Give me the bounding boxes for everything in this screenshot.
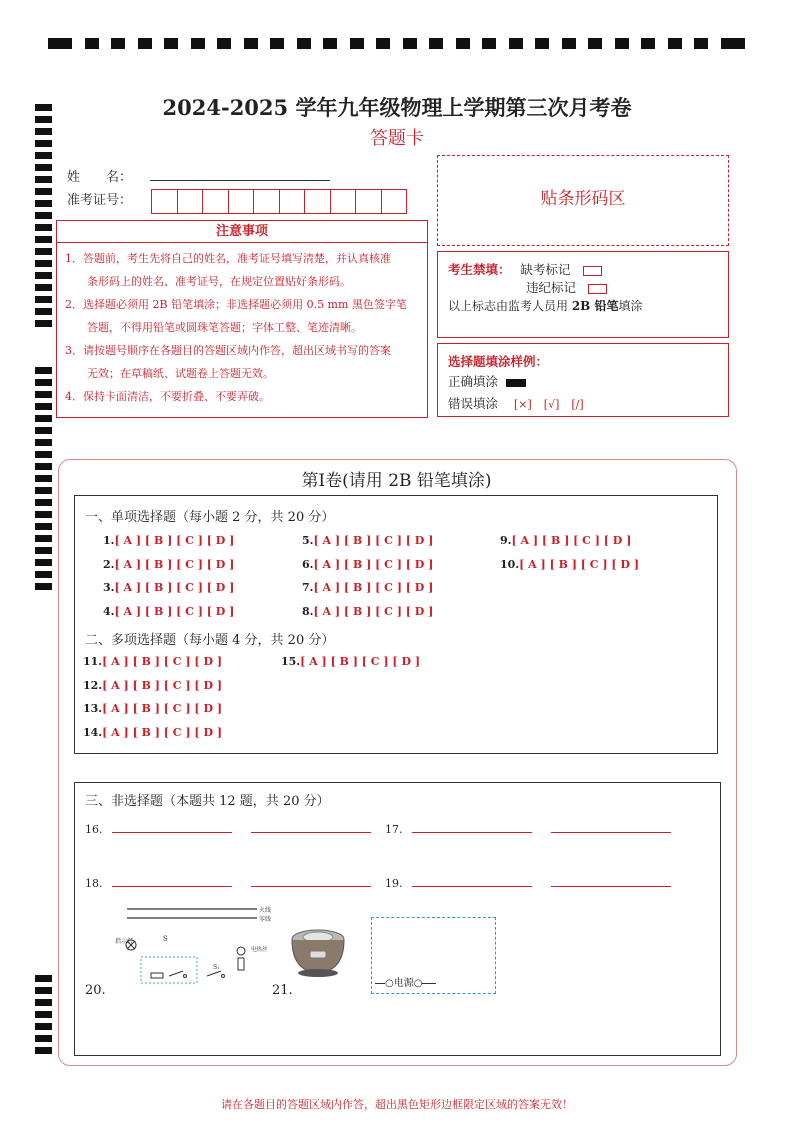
timing-mark [35,367,52,374]
timing-mark [562,38,576,49]
footer-warning: 请在各题目的答题区域内作答，超出黑色矩形边框限定区域的答案无效！ [221,1098,573,1111]
timing-mark [35,999,52,1006]
wrong-label: 错误填涂 [448,396,499,411]
timing-mark [641,38,655,49]
single-col-2: 5.[ A ] [ B ] [ C ] [ D ] 6.[ A ] [ B ] [ C ] [ D ] 7.[ A ] [ B ] [ C ] [ D ] 8.[ A ] [ B ] [ C ] [ D ] [302,534,434,618]
timing-mark [111,38,125,49]
timing-mark [35,248,52,255]
answer-options[interactable]: [ A ] [ B ] [ C ] [ D ] [102,702,223,715]
timing-mark [35,379,52,386]
q21-number: 21. [272,983,293,998]
timing-mark [35,439,52,446]
timing-mark [244,38,258,49]
notice-line: 3．请按题号顺序在各题目的答题区域内作答，超出区域书写的答案 [65,344,391,357]
sample-heading: 选择题填涂样例： [448,354,549,369]
q16-number: 16. [85,823,103,836]
timing-mark [35,451,52,458]
answer-options[interactable]: [ A ] [ B ] [ C ] [ D ] [102,725,223,739]
timing-mark [35,427,52,434]
rice-cooker-image [288,921,348,981]
name-label: 姓 名： [67,170,133,185]
absent-label: 缺考标记 [520,262,571,277]
timing-mark [535,38,549,49]
timing-mark [350,38,364,49]
q20-number: 20. [85,983,106,998]
choice-box [74,495,718,754]
timing-mark [482,38,496,49]
q17-number: 17. [385,823,403,836]
timing-mark [35,188,52,195]
answer-blank[interactable] [112,886,232,887]
notice-box [56,220,428,418]
timing-mark [456,38,470,49]
timing-mark [48,38,72,49]
answer-blank[interactable] [112,832,232,833]
answer-options[interactable]: [ A ] [ B ] [ C ] [ D ] [313,557,434,571]
power-label: 电源 [393,978,414,989]
timing-mark [35,987,52,994]
timing-mark [35,1035,52,1042]
q18-number: 18. [85,877,103,890]
timing-mark [376,38,390,49]
answer-options[interactable]: [ A ] [ B ] [ C ] [ D ] [114,604,235,618]
multi-col-2: 15.[ A ] [ B ] [ C ] [ D ] [281,655,421,668]
timing-mark [35,523,52,530]
timing-mark [35,308,52,315]
absent-mark[interactable] [583,266,602,276]
correct-label: 正确填涂 [448,374,499,389]
timing-mark [35,1047,52,1054]
timing-mark [35,296,52,303]
answer-options[interactable]: [ A ] [ B ] [ C ] [ D ] [114,557,235,571]
timing-mark [35,152,52,159]
q19-number: 19. [385,877,403,890]
id-label: 准考证号： [67,193,133,208]
live-wire-label: 火线 [259,907,272,914]
violation-label: 违纪标记 [526,280,577,295]
answer-options[interactable]: [ A ] [ B ] [ C ] [ D ] [114,534,235,547]
forbid-label: 考生禁填： [448,262,511,277]
timing-mark [35,547,52,554]
answer-options[interactable]: [ A ] [ B ] [ C ] [ D ] [102,678,223,692]
power-source: ○电源○ [375,974,436,989]
timing-mark [35,284,52,291]
q18-row [85,877,371,890]
timing-mark [35,511,52,518]
timing-mark [35,391,52,398]
id-number-boxes[interactable] [152,189,407,214]
timing-mark [35,475,52,482]
answer-options[interactable]: [ A ] [ B ] [ C ] [ D ] [313,534,434,547]
answer-blank[interactable] [251,832,371,833]
timing-mark [35,260,52,267]
q16-row [85,823,371,836]
timing-mark [403,38,417,49]
wrong-mark: [×] [514,398,532,411]
q19-row [385,877,671,890]
multi-col-1: 11.[ A ] [ B ] [ C ] [ D ] 12.[ A ] [ B ] [ C ] [ D ] 13.[ A ] [ B ] [ C ] [ D ] 14.[ A ] [ B ] [ C ] [ D ] [83,655,223,739]
timing-mark [35,224,52,231]
timing-mark [35,535,52,542]
non-choice-box [74,782,721,1056]
timing-mark [35,403,52,410]
timing-mark [35,320,52,327]
timing-mark [85,38,99,49]
name-field[interactable] [150,180,330,181]
answer-options[interactable]: [ A ] [ B ] [ C ] [ D ] [313,581,434,594]
timing-mark [35,164,52,171]
timing-mark [35,487,52,494]
answer-options[interactable]: [ A ] [ B ] [ C ] [ D ] [313,604,434,618]
exam-subtitle: 答题卡 [370,128,424,149]
wrong-mark: [/] [571,398,584,411]
answer-options[interactable]: [ A ] [ B ] [ C ] [ D ] [300,655,421,668]
answer-options[interactable]: [ A ] [ B ] [ C ] [ D ] [511,534,632,547]
timing-mark [35,176,52,183]
answer-options[interactable]: [ A ] [ B ] [ C ] [ D ] [114,581,235,594]
timing-mark [164,38,178,49]
timing-mark [35,415,52,422]
timing-mark [35,236,52,243]
answer-blank[interactable] [251,886,371,887]
name-row [67,166,330,185]
timing-bar-top [48,38,746,51]
timing-mark [35,559,52,566]
timing-mark [323,38,337,49]
timing-mark [297,38,311,49]
timing-mark [270,38,284,49]
timing-mark [217,38,231,49]
single-choice-heading: 一、单项选择题（每小题 2 分，共 20 分） [85,510,335,525]
answer-blank[interactable] [551,832,671,833]
lamp-label: 指示灯 [115,938,134,945]
timing-marks-left-3 [35,975,53,1059]
single-col-3: 9.[ A ] [ B ] [ C ] [ D ] 10.[ A ] [ B ] [ C ] [ D ] [500,534,640,571]
answer-options[interactable]: [ A ] [ B ] [ C ] [ D ] [519,557,640,571]
part1-title: 第Ⅰ卷(请用 2B 铅笔填涂) [301,471,492,491]
switch-s1-label: S₁ [213,964,220,971]
violation-mark[interactable] [588,284,607,294]
answer-blank[interactable] [551,886,671,887]
fill-sample-box [437,343,729,417]
notice-heading: 注意事项 [57,221,427,243]
notice-line: 4．保持卡面清洁，不要折叠、不要弄破。 [65,390,270,403]
notice-line: 条形码上的姓名、准考证号，在规定位置贴好条形码。 [65,275,351,288]
forbid-note-pre: 以上标志由监考人员用 [448,299,572,313]
notice-line: 1．答题前，考生先将自己的姓名，准考证号填写清楚，并认真核准 [65,252,391,265]
barcode-area: 贴条形码区 [437,155,729,246]
timing-mark [35,272,52,279]
wrong-mark: [√] [543,398,560,411]
timing-mark [721,38,745,49]
timing-mark [35,212,52,219]
timing-mark [35,463,52,470]
drawing-area[interactable] [371,917,496,994]
notice-line: 2．选择题必须用 2B 铅笔填涂；非选择题必须用 0.5 mm 黑色签字笔 [65,298,407,311]
exam-title: 2024-2025 学年九年级物理上学期第三次月考卷 [162,95,632,120]
multi-choice-heading: 二、多项选择题（每小题 4 分，共 20 分） [85,633,335,648]
correct-fill-mark [506,379,526,387]
single-col-1: 1.[ A ] [ B ] [ C ] [ D ] 2.[ A ] [ B ] [ C ] [ D ] 3.[ A ] [ B ] [ C ] [ D ] 4.[ A ] [ B ] [ C ] [ D ] [103,534,235,618]
non-choice-heading: 三、非选择题（本题共 12 题，共 20 分） [85,794,330,809]
timing-mark [35,1023,52,1030]
timing-mark [35,200,52,207]
answer-blank[interactable] [412,832,532,833]
heater-label: 电热丝 [251,947,268,953]
timing-mark [191,38,205,49]
timing-marks-left-2 [35,367,53,595]
examiner-only-box [437,251,729,338]
neutral-wire-label: 零线 [259,916,272,923]
timing-mark [509,38,523,49]
timing-mark [35,1011,52,1018]
notice-line: 无效；在草稿纸、试题卷上答题无效。 [65,367,274,380]
timing-mark [35,571,52,578]
timing-mark [588,38,602,49]
forbid-note-post: 填涂 [618,299,643,313]
answer-options[interactable]: [ A ] [ B ] [ C ] [ D ] [102,655,223,668]
timing-mark [35,583,52,590]
timing-mark [138,38,152,49]
timing-mark [668,38,682,49]
switch-s-label: S [163,935,168,943]
circuit-diagram[interactable] [107,901,287,991]
timing-mark [615,38,629,49]
timing-mark [429,38,443,49]
notice-line: 答题，不得用铅笔或圆珠笔答题；字体工整、笔迹清晰。 [65,321,362,334]
q17-row [385,823,671,836]
timing-mark [35,499,52,506]
timing-mark [35,975,52,982]
answer-blank[interactable] [412,886,532,887]
timing-mark [694,38,708,49]
forbid-note-bold: 2B 铅笔 [571,299,619,313]
